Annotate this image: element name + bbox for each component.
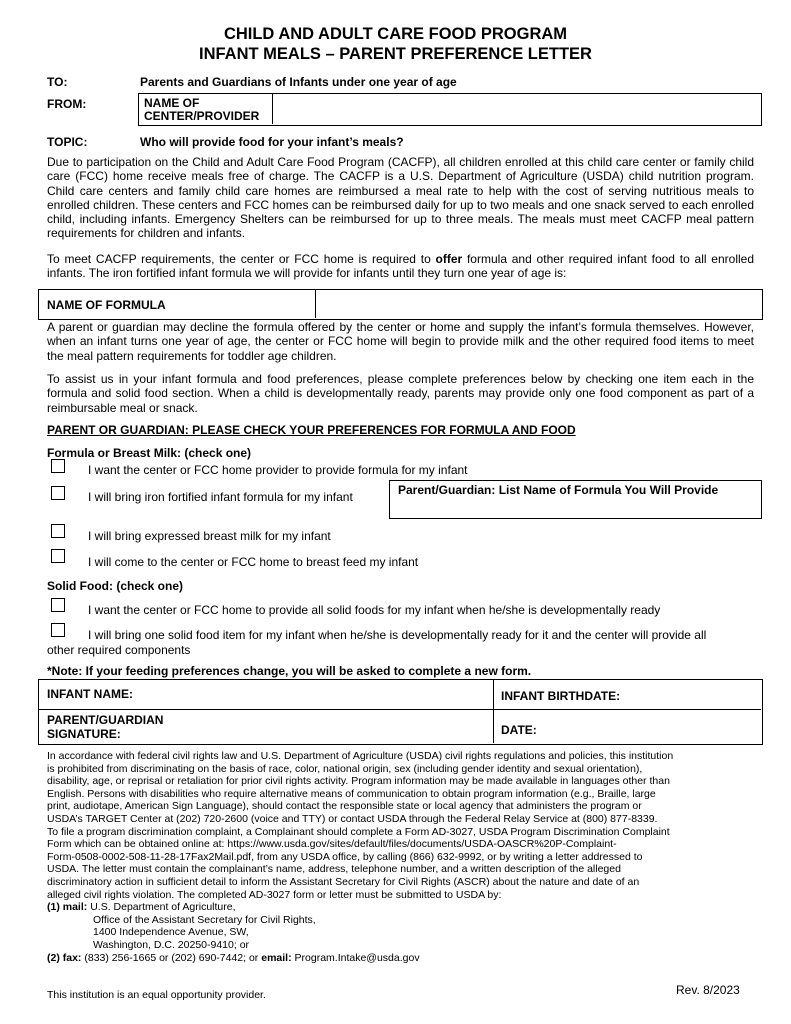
mail-address-1: U.S. Department of Agriculture,: [90, 901, 236, 914]
from-label: FROM:: [47, 97, 87, 111]
date-field[interactable]: DATE:: [501, 723, 537, 737]
parent-signature-field[interactable]: SIGNATURE:: [47, 727, 121, 741]
signature-table: [38, 679, 763, 745]
formula-option-breast-milk-checkbox[interactable]: [51, 524, 65, 538]
formula-option-bring-formula-checkbox[interactable]: [51, 486, 65, 500]
topic-value: Who will provide food for your infant’s meals?: [140, 135, 404, 149]
program-description: Due to participation on the Child and Adult Care Food Program (CACFP), all children enrolled at this child care center or family child care (FCC) home receive meals free of charge. The CACFP is a U.S. Department of Agriculture (USDA) child nutrition program. Child care centers and family child care homes are reimbursed a meal rate to help with the cost of serving nutritious meals to enrolled children. These centers and FCC homes can be reimbursed daily for up to two meals and one snack served to each enrolled child, including infants. Emergency Shelters can be reimbursed for up to three meals. The meals must meet CACFP meal pattern requirements for children and infants.: [47, 155, 754, 241]
infant-name-field[interactable]: INFANT NAME:: [47, 687, 133, 701]
from-box-label: NAME OF CENTER/PROVIDER: [144, 96, 260, 123]
email-value: Program.Intake@usda.gov: [294, 951, 420, 964]
from-box-divider: [272, 94, 273, 124]
mail-line: [47, 901, 747, 914]
civil-rights-line: English. Persons with disabilities who require alternative means of communication to obtain program information (e.g., Braille, large: [47, 787, 656, 800]
formula-box: [38, 289, 763, 320]
formula-option-breast-feed-label: I will come to the center or FCC home to breast feed my infant: [88, 555, 419, 569]
civil-rights-line: Form-0508-0002-508-11-28-17Fax2Mail.pdf, from any USDA office, by calling (866) 632-9992, or by writing a letter addressed to: [47, 850, 643, 863]
fax-label: (2) fax:: [47, 951, 82, 964]
mail-address-2: Office of the Assistant Secretary for Civil Rights,: [93, 913, 316, 926]
civil-rights-statement: [47, 750, 747, 964]
preferences-heading: PARENT OR GUARDIAN: PLEASE CHECK YOUR PREFERENCES FOR FORMULA AND FOOD: [47, 423, 576, 437]
from-box: [138, 93, 762, 126]
equal-opportunity-statement: This institution is an equal opportunity provider.: [47, 989, 266, 1001]
formula-option-bring-formula-label: I will bring iron fortified infant formula for my infant: [88, 490, 353, 504]
assist-preferences-text: To assist us in your infant formula and food preferences, please complete preferences below by checking one item each in the formula and solid food section. When a child is developmentally ready, parents may provide only one food component as part of a reimbursable meal or snack.: [47, 372, 754, 415]
parent-signature-label-1: PARENT/GUARDIAN: [47, 713, 164, 727]
solid-option-provider-checkbox[interactable]: [51, 598, 65, 612]
civil-rights-line: USDA’s TARGET Center at (202) 720-2600 (voice and TTY) or contact USDA through the Federal Relay Service at (800) 877-8339.: [47, 812, 658, 825]
civil-rights-line: disability, age, or reprisal or retaliation for prior civil rights activity. Program information may be made available in languages other than: [47, 775, 670, 788]
solid-option-bring-food-label-cont: other required components: [47, 643, 191, 657]
mail-address-3: 1400 Independence Avenue, SW,: [93, 926, 249, 939]
civil-rights-line: In accordance with federal civil rights law and U.S. Department of Agriculture (USDA) civil rights regulations and policies, this institution: [47, 750, 674, 762]
mail-address-4: Washington, D.C. 20250-9410; or: [93, 938, 250, 951]
parent-formula-box-label: Parent/Guardian: List Name of Formula You Will Provide: [398, 483, 719, 497]
civil-rights-line: To file a program discrimination complaint, a Complainant should complete a Form AD-3027, USDA Program Discrimination Complaint: [47, 825, 670, 838]
email-label: email:: [261, 951, 292, 964]
solid-option-provider-label: I want the center or FCC home to provide all solid foods for my infant when he/she is developmentally ready: [88, 603, 661, 617]
formula-section-heading: Formula or Breast Milk: (check one): [47, 446, 252, 460]
formula-option-breast-milk-label: I will bring expressed breast milk for my infant: [88, 529, 331, 543]
signature-table-row-divider: [39, 709, 761, 710]
civil-rights-line: Form which can be obtained online at: https://www.usda.gov/sites/default/files/documents/USDA-OASCR%20P-Complaint-: [47, 838, 617, 851]
solid-option-bring-food-label: I will bring one solid food item for my infant when he/she is developmentally ready for it and the center will provide all: [88, 628, 707, 642]
signature-table-col-divider: [493, 680, 494, 743]
to-label: TO:: [47, 75, 68, 89]
civil-rights-line: discriminatory action in sufficient detail to inform the Assistant Secretary for Civil Rights (ASCR) about the nature and date of an: [47, 875, 640, 888]
infant-birthdate-field[interactable]: INFANT BIRTHDATE:: [501, 689, 621, 703]
solid-food-heading: Solid Food: (check one): [47, 579, 184, 593]
formula-box-divider: [315, 290, 316, 318]
feeding-change-note: *Note: If your feeding preferences change, you will be asked to complete a new form.: [47, 664, 532, 678]
fax-value: (833) 256-1665 or (202) 690-7442; or: [84, 951, 259, 964]
mail-label: (1) mail:: [47, 901, 88, 914]
civil-rights-line: alleged civil rights violation. The completed AD-3027 form or letter must be submitted to USDA by:: [47, 888, 502, 901]
title-line-1: CHILD AND ADULT CARE FOOD PROGRAM: [223, 25, 568, 43]
fax-email-line: [47, 952, 747, 965]
formula-option-provider-checkbox[interactable]: [51, 459, 65, 473]
civil-rights-line: USDA. The letter must contain the complainant’s name, address, telephone number, and a written description of the alleged: [47, 863, 621, 876]
to-value: Parents and Guardians of Infants under one year of age: [140, 75, 457, 89]
civil-rights-line: print, audiotape, American Sign Language), should contact the responsible state or local agency that administers the program or: [47, 800, 642, 813]
formula-option-breast-feed-checkbox[interactable]: [51, 549, 65, 563]
topic-label: TOPIC:: [47, 135, 88, 149]
cacfp-requirements: To meet CACFP requirements, the center or FCC home is required to offer formula and other required infant food to all enrolled infants. The iron fortified infant formula we will provide for infants until they turn one year of age is:: [47, 252, 754, 281]
solid-option-bring-food-checkbox[interactable]: [51, 623, 65, 637]
formula-option-provider-label: I want the center or FCC home provider to provide formula for my infant: [88, 463, 468, 477]
civil-rights-line: is prohibited from discriminating on the basis of race, color, national origin, sex (including gender identity and sexual orientation),: [47, 762, 643, 775]
formula-label: NAME OF FORMULA: [47, 298, 166, 312]
revision-label: Rev. 8/2023: [676, 983, 740, 997]
parent-formula-box[interactable]: [389, 480, 762, 519]
title-line-2: INFANT MEALS – PARENT PREFERENCE LETTER: [199, 45, 592, 63]
decline-formula-text: A parent or guardian may decline the formula offered by the center or home and supply the infant’s formula themselves. However, when an infant turns one year of age, the center or FCC home will begin to provide milk and the other required food items to meet the meal pattern requirements for toddler age children.: [47, 320, 754, 363]
